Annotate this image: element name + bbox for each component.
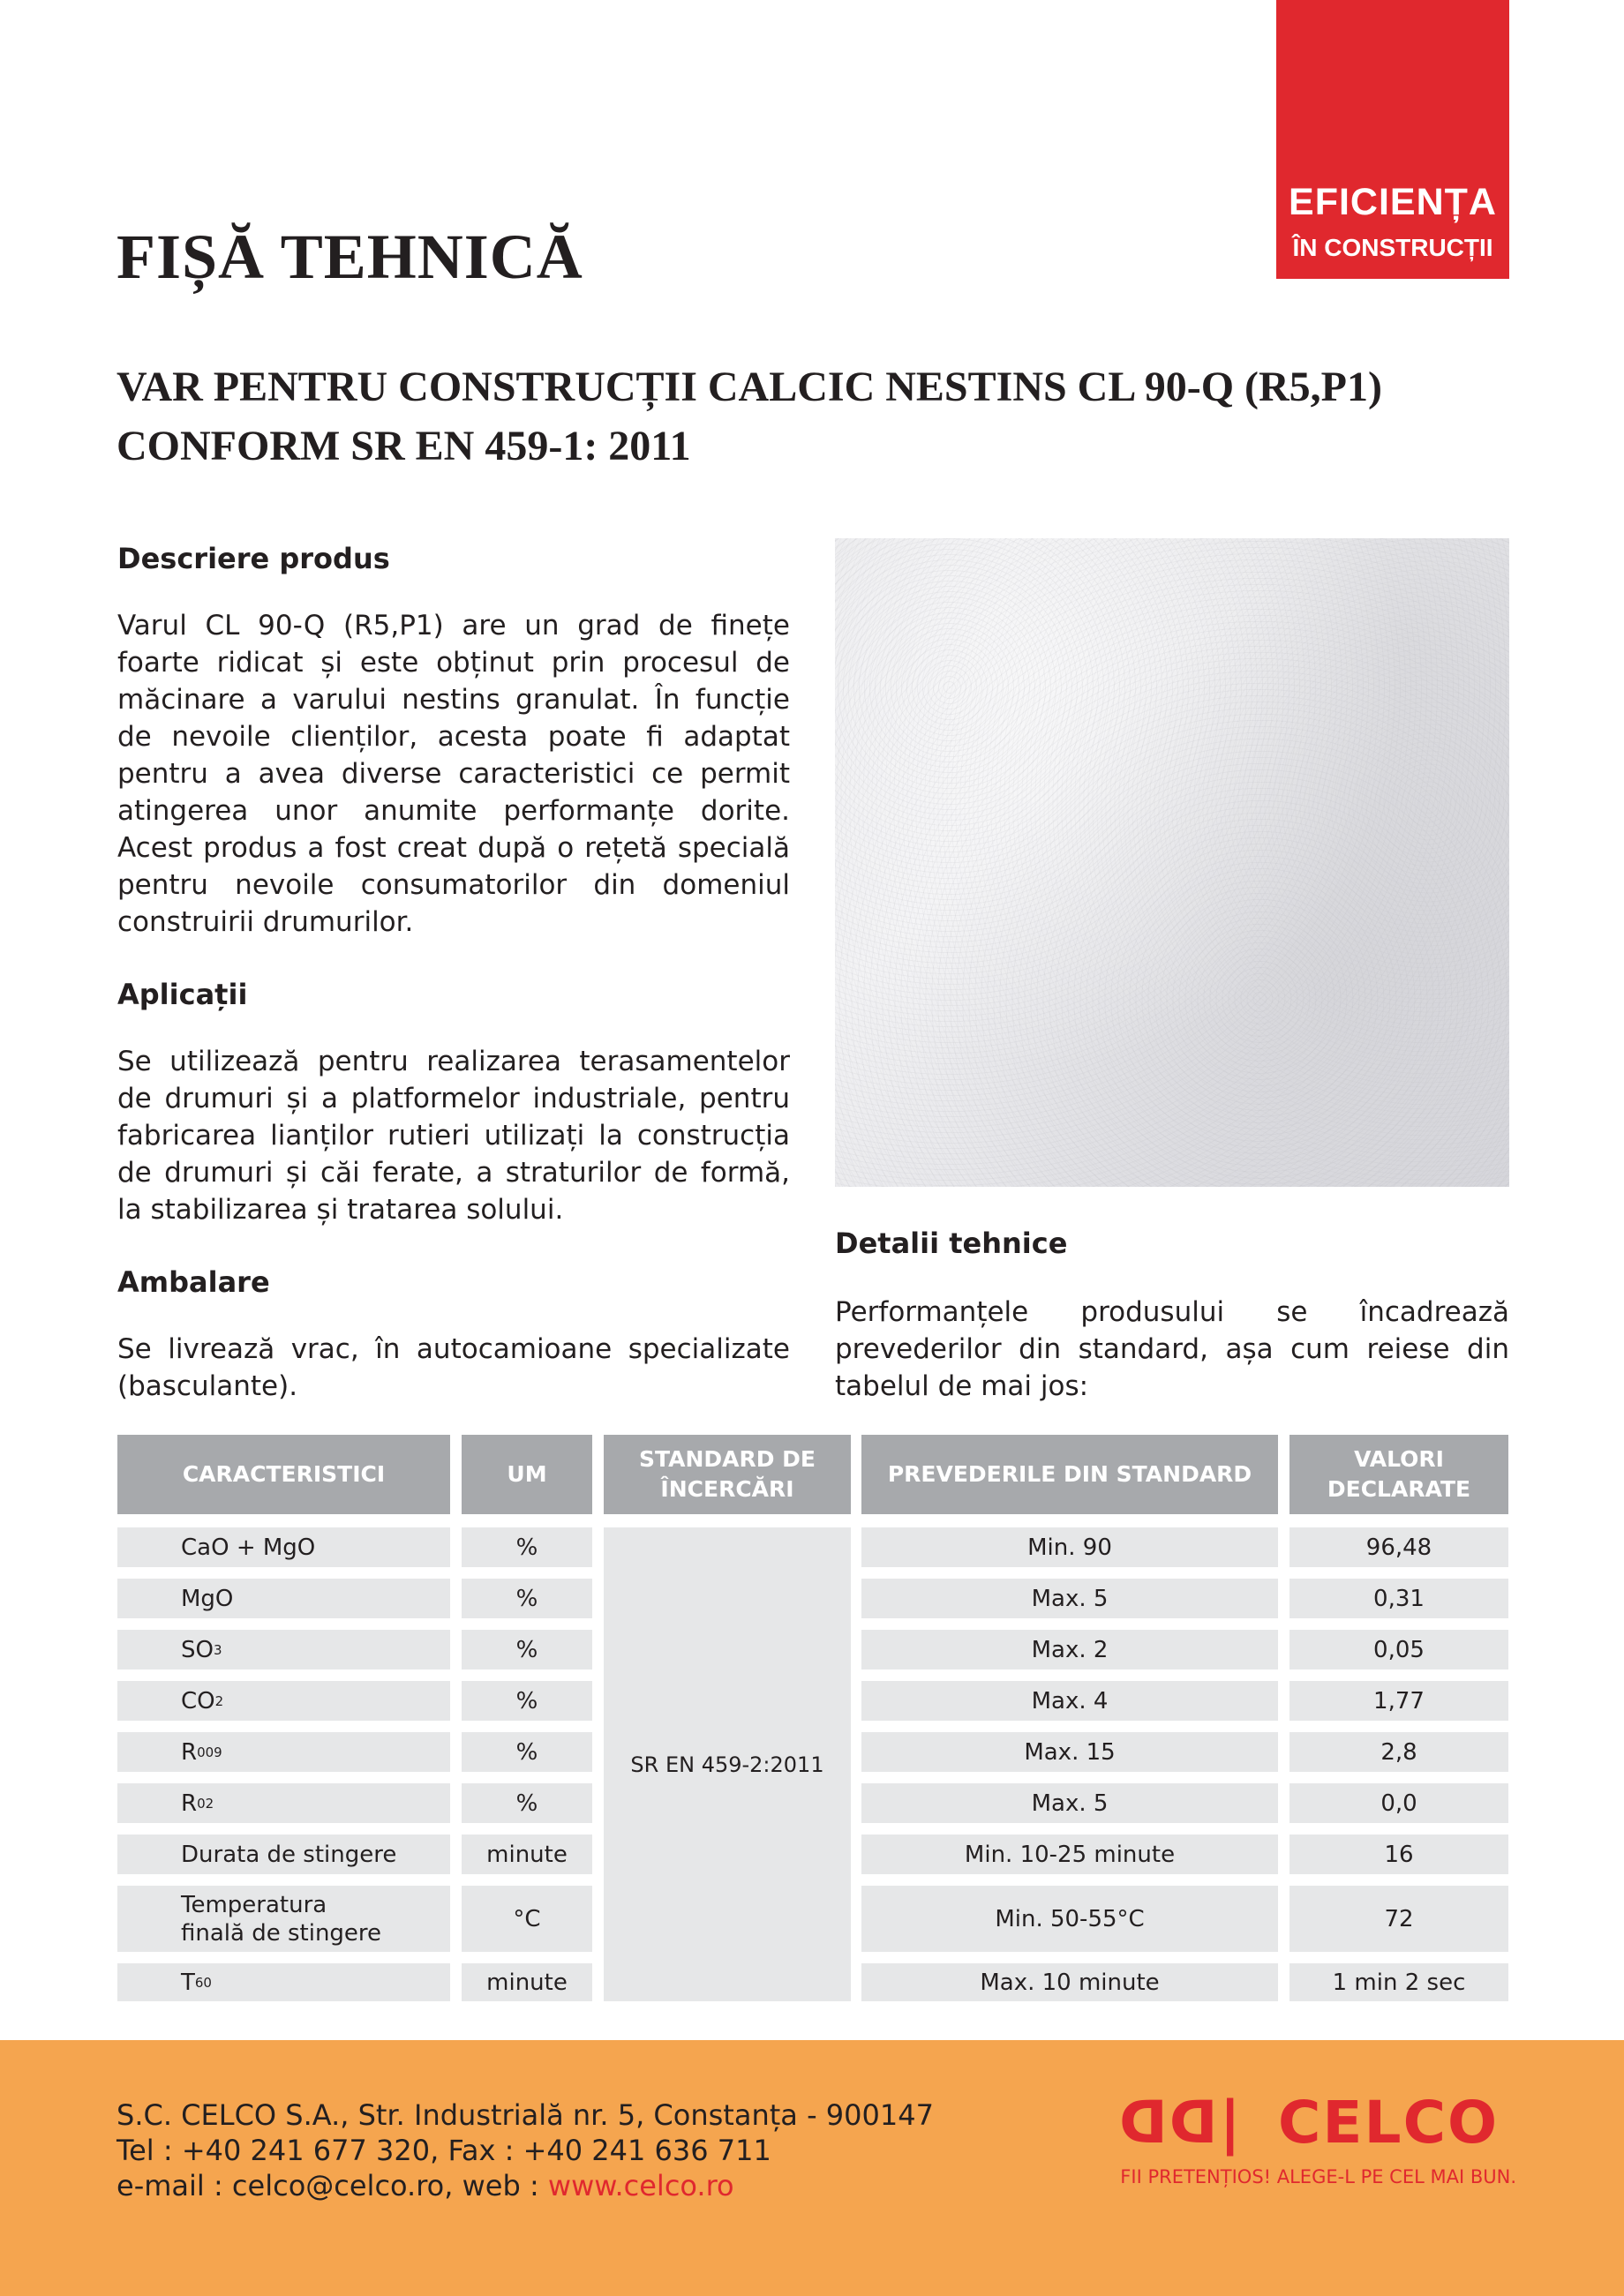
table-cell-declared-value: 0,05 <box>1289 1630 1508 1669</box>
table-cell-declared-value: 0,0 <box>1289 1783 1508 1823</box>
technical-heading: Detalii tehnice <box>835 1227 1068 1260</box>
table-cell-declared-value: 1 min 2 sec <box>1289 1963 1508 2001</box>
table-cell-characteristic <box>117 1783 450 1823</box>
table-header-um: UM <box>462 1435 592 1514</box>
footer <box>0 2040 1624 2296</box>
characteristic-label: CO <box>181 1687 215 1714</box>
table-cell-characteristic <box>117 1963 450 2001</box>
logo-mark-icon: ᗡᗡ| <box>1119 2089 1243 2157</box>
packaging-text: Se livrează vrac, în autocamioane specializate (basculante). <box>117 1333 790 1402</box>
table-cell-characteristic <box>117 1579 450 1618</box>
footer-email-web <box>117 2168 934 2203</box>
characteristic-label: R <box>181 1738 198 1766</box>
badge-sub-text: ÎN CONSTRUCȚII <box>1292 234 1493 261</box>
table-cell-um: % <box>462 1732 592 1772</box>
table-cell-declared-value: 96,48 <box>1289 1527 1508 1567</box>
table-cell-characteristic <box>117 1886 450 1952</box>
footer-address: S.C. CELCO S.A., Str. Industrială nr. 5, Constanța - 900147 <box>117 2098 934 2132</box>
table-cell-provision: Max. 2 <box>861 1630 1278 1669</box>
table-header-provisions: PREVEDERILE DIN STANDARD <box>861 1435 1278 1514</box>
table-cell-provision: Min. 90 <box>861 1527 1278 1567</box>
table-cell-provision: Max. 10 minute <box>861 1963 1278 2001</box>
characteristic-subscript: 02 <box>197 1795 214 1812</box>
badge-main-text: EFICIENȚA <box>1289 181 1497 223</box>
photo-texture <box>835 538 1509 1187</box>
footer-web-link[interactable]: www.celco.ro <box>547 2169 734 2202</box>
table-cell-declared-value: 1,77 <box>1289 1681 1508 1721</box>
description-text: Varul CL 90-Q (R5,P1) are un grad de finețe foarte ridicat și este obținut prin procesul de măcinare a varului nestins granulat. În funcție de nevoile clienților, acesta poate fi adaptat pentru a avea diverse caracteristici ce permit atingerea unor anumite performanțe dorite. Acest produs a fost creat după o rețetă specială pentru nevoile consumatorilor din domeniul construirii drumurilor. <box>117 610 790 938</box>
footer-phone: Tel : +40 241 677 320, Fax : +40 241 636 711 <box>117 2134 771 2167</box>
product-title <box>117 357 1529 476</box>
table-cell-um: °C <box>462 1886 592 1952</box>
characteristic-subscript: 2 <box>214 1692 224 1709</box>
document-title: FIȘĂ TEHNICĂ <box>117 221 583 292</box>
table-header-declared-values: VALORI DECLARATE <box>1289 1435 1508 1514</box>
product-photo <box>835 538 1509 1187</box>
table-cell-provision: Max. 15 <box>861 1732 1278 1772</box>
logo-name: CELCO <box>1278 2089 1500 2157</box>
table-cell-declared-value: 2,8 <box>1289 1732 1508 1772</box>
characteristic-label: Durata de stingere <box>181 1841 397 1868</box>
table-cell-um: % <box>462 1681 592 1721</box>
footer-email: e-mail : celco@celco.ro, web : <box>117 2169 548 2202</box>
description-heading: Descriere produs <box>117 542 390 575</box>
table-cell-um: % <box>462 1630 592 1669</box>
table-cell-characteristic <box>117 1630 450 1669</box>
table-cell-declared-value: 16 <box>1289 1835 1508 1874</box>
table-cell-um: % <box>462 1783 592 1823</box>
table-cell-provision: Max. 5 <box>861 1783 1278 1823</box>
logo-slogan: FII PRETENȚIOS! ALEGE-L PE CEL MAI BUN. <box>1120 2166 1516 2187</box>
footer-contact <box>117 2097 934 2203</box>
applications-heading: Aplicații <box>117 978 248 1011</box>
table-cell-provision: Max. 4 <box>861 1681 1278 1721</box>
characteristic-label: SO <box>181 1636 214 1663</box>
table-cell-declared-value: 72 <box>1289 1886 1508 1952</box>
table-cell-provision: Min. 50-55°C <box>861 1886 1278 1952</box>
characteristic-subscript: 60 <box>194 1974 212 1991</box>
characteristic-label: Temperatura finală de stingere <box>181 1891 382 1947</box>
characteristic-label: R <box>181 1790 198 1817</box>
table-standard-cell: SR EN 459-2:2011 <box>604 1527 851 2001</box>
packaging-heading: Ambalare <box>117 1265 270 1299</box>
table-cell-provision: Min. 10-25 minute <box>861 1835 1278 1874</box>
table-cell-um: minute <box>462 1835 592 1874</box>
characteristic-subscript: 009 <box>197 1744 222 1760</box>
table-header-test-standard: STANDARD DE ÎNCERCĂRI <box>604 1435 851 1514</box>
characteristic-label: T <box>181 1969 195 1996</box>
table-cell-characteristic <box>117 1681 450 1721</box>
table-cell-um: % <box>462 1527 592 1567</box>
table-cell-characteristic <box>117 1835 450 1874</box>
table-cell-um: % <box>462 1579 592 1618</box>
characteristic-label: CaO + MgO <box>181 1534 316 1561</box>
brand-badge <box>1276 0 1509 279</box>
technical-text: Performanțele produsului se încadrează prevederilor din standard, așa cum reiese din tabelul de mai jos: <box>835 1296 1509 1402</box>
table-cell-characteristic <box>117 1527 450 1567</box>
table-cell-characteristic <box>117 1732 450 1772</box>
characteristic-label: MgO <box>181 1585 234 1612</box>
celco-logo <box>1119 2089 1516 2203</box>
table-cell-provision: Max. 5 <box>861 1579 1278 1618</box>
product-title-line2: CONFORM SR EN 459-1: 2011 <box>117 423 691 469</box>
table-header-characteristics: CARACTERISTICI <box>117 1435 450 1514</box>
table-cell-declared-value: 0,31 <box>1289 1579 1508 1618</box>
characteristic-subscript: 3 <box>213 1641 222 1658</box>
applications-text: Se utilizează pentru realizarea terasamentelor de drumuri și a platformelor industriale, pentru fabricarea lianților rutieri utilizați la construcția de drumuri și căi ferate, a straturilor de formă, la stabilizarea și tratarea solului. <box>117 1046 790 1226</box>
table-cell-um: minute <box>462 1963 592 2001</box>
product-title-line1: VAR PENTRU CONSTRUCȚII CALCIC NESTINS CL 90-Q (R5,P1) <box>117 364 1382 410</box>
